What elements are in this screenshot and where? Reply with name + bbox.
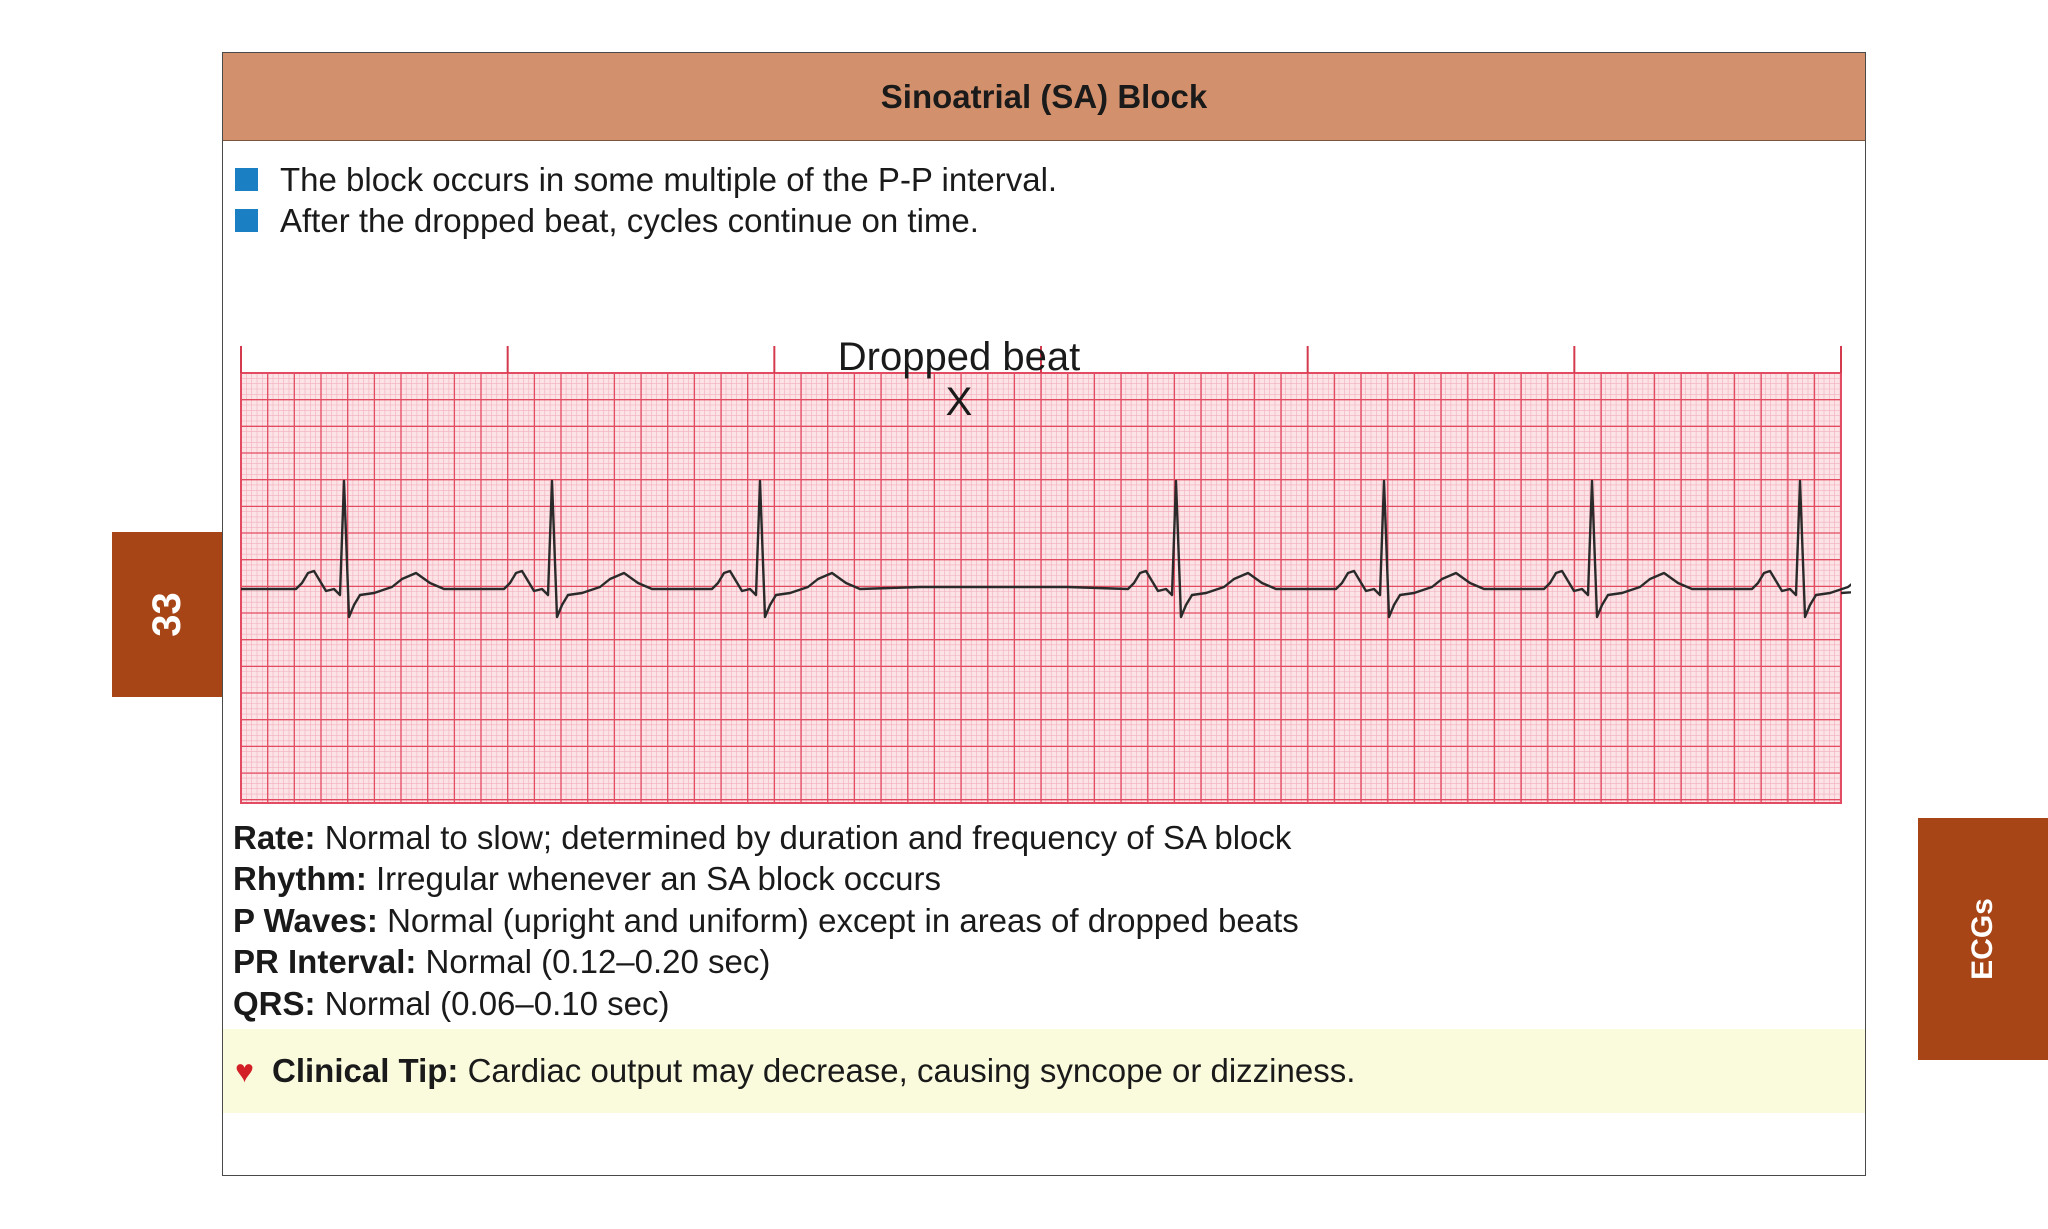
heart-icon: ♥ — [235, 1052, 254, 1089]
param-rate — [233, 817, 1299, 859]
page-number-tab — [112, 532, 222, 697]
bullet-item — [235, 200, 1057, 241]
param-label: Rate: — [233, 818, 316, 856]
rhythm-card — [222, 52, 1866, 1176]
bullet-list — [235, 159, 1057, 241]
clinical-tip-text: Cardiac output may decrease, causing syncope or dizziness. — [458, 1052, 1356, 1089]
param-value: Normal (0.06–0.10 sec) — [315, 984, 670, 1022]
square-bullet-icon — [235, 209, 258, 232]
dropped-beat-label: Dropped beat — [837, 335, 1081, 379]
clinical-tip — [223, 1029, 1865, 1113]
param-qrs — [233, 983, 1299, 1025]
param-p-waves — [233, 900, 1299, 942]
bullet-item — [235, 159, 1057, 200]
card-header — [223, 53, 1865, 141]
param-label: PR Interval: — [233, 943, 417, 981]
bullet-text: After the dropped beat, cycles continue on time. — [280, 201, 979, 239]
param-value: Normal (upright and uniform) except in areas of dropped beats — [377, 901, 1299, 939]
param-label: Rhythm: — [233, 860, 367, 898]
param-pr-interval — [233, 942, 1299, 984]
dropped-beat-annotation — [809, 335, 1109, 425]
rhythm-parameters — [233, 817, 1299, 1025]
param-label: QRS: — [233, 984, 316, 1022]
param-value: Irregular whenever an SA block occurs — [366, 860, 941, 898]
page-number: 33 — [144, 592, 189, 637]
dropped-beat-marker: X — [945, 379, 973, 424]
param-value: Normal to slow; determined by duration and frequency of SA block — [315, 818, 1292, 856]
param-label: P Waves: — [233, 901, 378, 939]
card-title: Sinoatrial (SA) Block — [880, 77, 1208, 115]
section-label: ECGs — [1965, 898, 1999, 980]
square-bullet-icon — [235, 168, 258, 191]
section-tab — [1918, 818, 2048, 1060]
ecg-strip — [239, 291, 1851, 811]
param-value: Normal (0.12–0.20 sec) — [416, 943, 771, 981]
clinical-tip-label: Clinical Tip: — [272, 1052, 459, 1089]
param-rhythm — [233, 859, 1299, 901]
bullet-text: The block occurs in some multiple of the P-P interval. — [280, 160, 1058, 198]
